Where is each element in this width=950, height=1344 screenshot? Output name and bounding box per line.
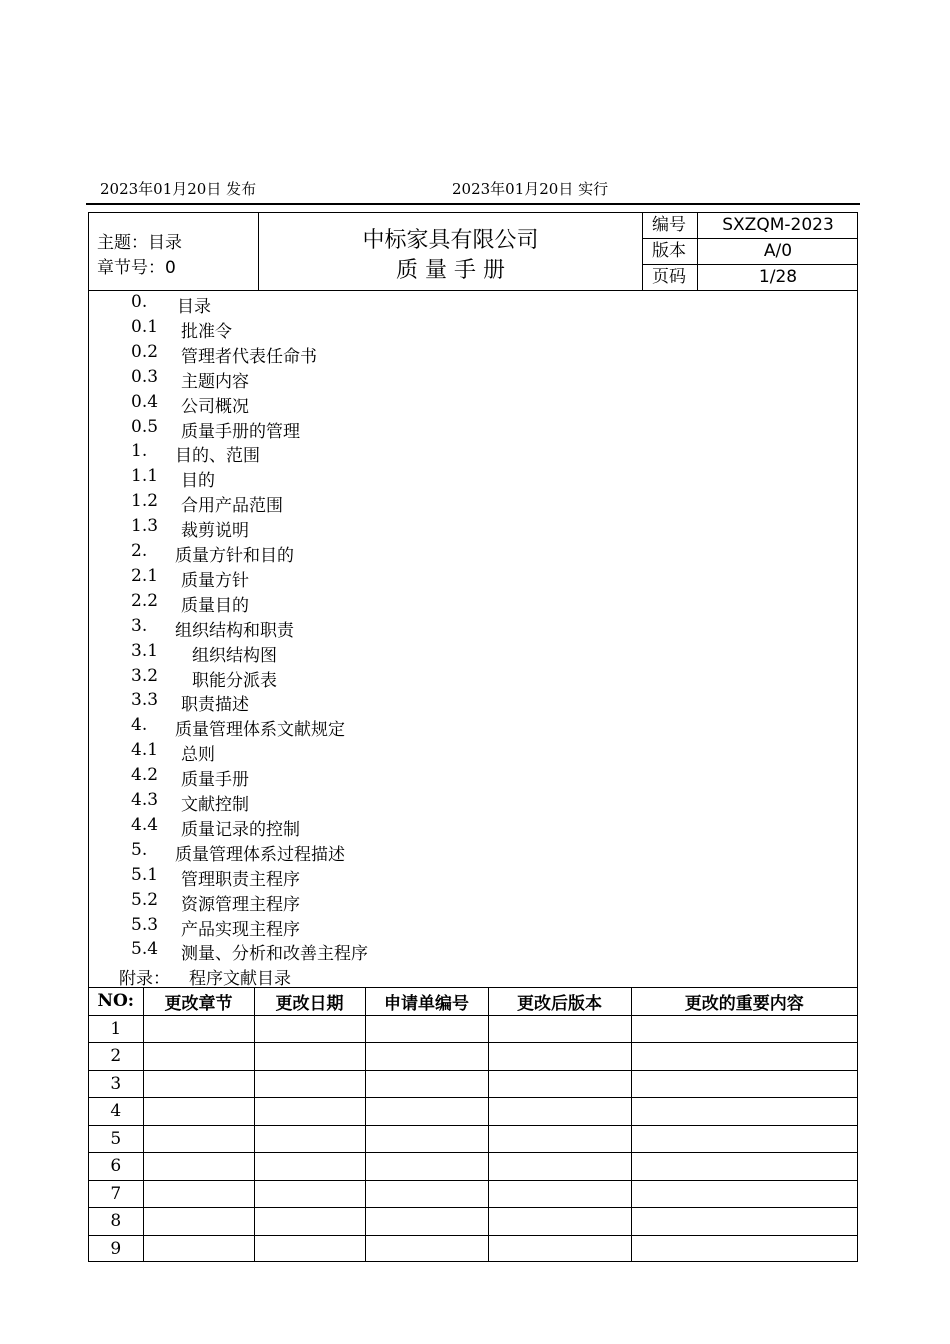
table-cell xyxy=(143,1070,254,1098)
table-cell xyxy=(365,1208,488,1236)
table-row xyxy=(89,1153,857,1181)
row-number: 2 xyxy=(89,1043,143,1071)
table-row xyxy=(89,1015,857,1043)
table-cell xyxy=(365,1043,488,1071)
table-cell xyxy=(143,1015,254,1043)
table-cell xyxy=(254,1125,365,1153)
table-cell xyxy=(631,1043,857,1071)
revision-table xyxy=(89,987,857,1262)
header-rule xyxy=(86,203,860,205)
table-cell xyxy=(488,1070,631,1098)
table-cell xyxy=(631,1180,857,1208)
row-number: 1 xyxy=(89,1015,143,1043)
table-cell xyxy=(254,1043,365,1071)
toc-title: 批准令 xyxy=(181,321,232,342)
table-cell xyxy=(143,1180,254,1208)
toc-number: 1.3 xyxy=(131,516,159,537)
toc-number: 0.5 xyxy=(131,416,159,437)
table-row xyxy=(89,1208,857,1236)
row-number: 6 xyxy=(89,1153,143,1181)
table-row xyxy=(89,1070,857,1098)
table-cell xyxy=(365,1015,488,1043)
toc-number: 2.2 xyxy=(131,590,159,611)
table-cell xyxy=(631,1125,857,1153)
manual-title: 质 量 手 册 xyxy=(396,258,505,283)
row-number: 9 xyxy=(89,1235,143,1262)
toc-number: 4.2 xyxy=(131,765,159,786)
table-cell xyxy=(631,1235,857,1262)
toc-title: 职能分派表 xyxy=(192,670,277,691)
toc-number: 5. xyxy=(131,839,148,860)
toc-title: 公司概况 xyxy=(181,396,249,417)
toc-title: 资源管理主程序 xyxy=(181,894,300,915)
meta-key: 页码 xyxy=(643,265,698,290)
toc-number: 附录： xyxy=(119,969,170,990)
row-number: 7 xyxy=(89,1180,143,1208)
toc-number: 4.3 xyxy=(131,790,159,810)
toc-title: 组织结构图 xyxy=(192,645,277,666)
table-cell xyxy=(254,1153,365,1181)
table-cell xyxy=(143,1125,254,1153)
toc-title: 组织结构和职责 xyxy=(175,620,294,641)
meta-key: 编号 xyxy=(643,213,698,238)
toc-number: 4.4 xyxy=(131,814,159,835)
meta-value: SXZQM-2023 xyxy=(722,215,834,235)
table-cell xyxy=(254,1235,365,1262)
toc-number: 3. xyxy=(131,615,148,636)
toc-title: 主题内容 xyxy=(181,371,249,392)
table-cell xyxy=(143,1153,254,1181)
table-row xyxy=(89,1098,857,1126)
toc-title: 总则 xyxy=(181,745,215,766)
toc-number: 0.2 xyxy=(131,341,159,362)
col-header-no: NO: xyxy=(89,988,143,1016)
table-row xyxy=(89,1180,857,1208)
meta-row-page xyxy=(643,265,857,290)
table-cell xyxy=(631,1098,857,1126)
meta-row-code xyxy=(643,213,857,239)
revision-header-row xyxy=(89,988,857,1016)
table-row xyxy=(89,1235,857,1262)
table-cell xyxy=(488,1098,631,1126)
toc-title: 质量手册 xyxy=(181,770,249,791)
meta-value: A/0 xyxy=(763,241,793,261)
toc-title: 职责描述 xyxy=(181,695,249,716)
table-cell xyxy=(254,1180,365,1208)
table-cell xyxy=(488,1180,631,1208)
row-number: 3 xyxy=(89,1070,143,1098)
table-cell xyxy=(631,1153,857,1181)
toc-title: 测量、分析和改善主程序 xyxy=(181,944,368,965)
toc-number: 0.1 xyxy=(131,316,159,337)
toc-number: 1. xyxy=(131,441,148,462)
title-cell xyxy=(259,213,643,290)
table-cell xyxy=(143,1043,254,1071)
table-cell xyxy=(631,1070,857,1098)
toc-title: 管理职责主程序 xyxy=(181,869,300,890)
row-number: 4 xyxy=(89,1098,143,1126)
toc-title: 目录 xyxy=(177,297,211,317)
company-name: 中标家具有限公司 xyxy=(362,228,539,253)
toc-number: 0.3 xyxy=(131,366,159,387)
toc-number: 1.1 xyxy=(131,466,159,487)
toc-number: 1.2 xyxy=(131,491,159,512)
table-cell xyxy=(631,1015,857,1043)
col-header-chapter: 更改章节 xyxy=(143,988,254,1016)
row-number: 8 xyxy=(89,1208,143,1236)
toc-number: 3.2 xyxy=(131,665,159,686)
toc-title: 质量管理体系过程描述 xyxy=(175,844,345,865)
publish-date: 2023年01月20日 发布 xyxy=(100,180,257,198)
header-block xyxy=(89,213,857,291)
toc-number: 5.3 xyxy=(131,914,159,935)
table-cell xyxy=(254,1070,365,1098)
header-dates xyxy=(100,178,860,200)
subject-cell xyxy=(89,213,259,290)
toc-title: 产品实现主程序 xyxy=(181,919,300,940)
toc-title: 质量记录的控制 xyxy=(181,819,300,840)
toc-number: 5.2 xyxy=(131,889,159,910)
table-cell xyxy=(254,1098,365,1126)
toc-number: 5.4 xyxy=(131,939,159,960)
table-cell xyxy=(631,1208,857,1236)
col-header-content: 更改的重要内容 xyxy=(631,988,857,1016)
document-frame xyxy=(88,212,858,1262)
toc-number: 3.3 xyxy=(131,690,159,711)
toc-title: 管理者代表任命书 xyxy=(181,346,317,367)
table-cell xyxy=(365,1070,488,1098)
table-cell xyxy=(488,1043,631,1071)
table-cell xyxy=(254,1015,365,1043)
toc-title: 质量方针和目的 xyxy=(175,546,294,566)
table-cell xyxy=(254,1208,365,1236)
table-cell xyxy=(365,1125,488,1153)
table-cell xyxy=(488,1235,631,1262)
toc-title: 目的 xyxy=(181,471,215,492)
toc-number: 3.1 xyxy=(131,640,159,661)
table-cell xyxy=(143,1208,254,1236)
toc-title: 质量目的 xyxy=(181,595,249,616)
toc-title: 文献控制 xyxy=(181,795,249,815)
col-header-request-no: 申请单编号 xyxy=(365,988,488,1016)
col-header-date: 更改日期 xyxy=(254,988,365,1016)
col-header-version: 更改后版本 xyxy=(488,988,631,1016)
toc-number: 4.1 xyxy=(131,740,159,761)
toc-number: 0. xyxy=(131,292,148,312)
toc-number: 4. xyxy=(131,715,148,736)
toc-number: 2. xyxy=(131,541,148,561)
toc-title: 质量管理体系文献规定 xyxy=(175,720,345,741)
toc-title: 合用产品范围 xyxy=(181,496,283,517)
table-cell xyxy=(143,1235,254,1262)
subject-label: 主题：目录 xyxy=(97,233,182,253)
meta-row-version xyxy=(643,239,857,265)
table-cell xyxy=(365,1235,488,1262)
toc-title: 程序文献目录 xyxy=(189,969,291,990)
table-row xyxy=(89,1043,857,1071)
table-cell xyxy=(488,1125,631,1153)
meta-key: 版本 xyxy=(643,239,698,264)
toc-title: 质量方针 xyxy=(181,570,249,591)
table-row xyxy=(89,1125,857,1153)
table-cell xyxy=(488,1208,631,1236)
meta-value: 1/28 xyxy=(758,267,798,287)
table-cell xyxy=(365,1180,488,1208)
table-cell xyxy=(488,1015,631,1043)
toc-number: 5.1 xyxy=(131,864,159,885)
chapter-label: 章节号：0 xyxy=(97,258,176,278)
table-cell xyxy=(365,1153,488,1181)
toc-title: 目的、范围 xyxy=(175,446,260,467)
effective-date: 2023年01月20日 实行 xyxy=(452,180,609,198)
table-cell xyxy=(488,1153,631,1181)
toc-title: 质量手册的管理 xyxy=(181,421,300,442)
toc-number: 2.1 xyxy=(131,565,159,586)
meta-cell xyxy=(643,213,857,290)
table-cell xyxy=(365,1098,488,1126)
toc-title: 裁剪说明 xyxy=(181,521,249,542)
table-cell xyxy=(143,1098,254,1126)
row-number: 5 xyxy=(89,1125,143,1153)
toc-number: 0.4 xyxy=(131,391,159,412)
